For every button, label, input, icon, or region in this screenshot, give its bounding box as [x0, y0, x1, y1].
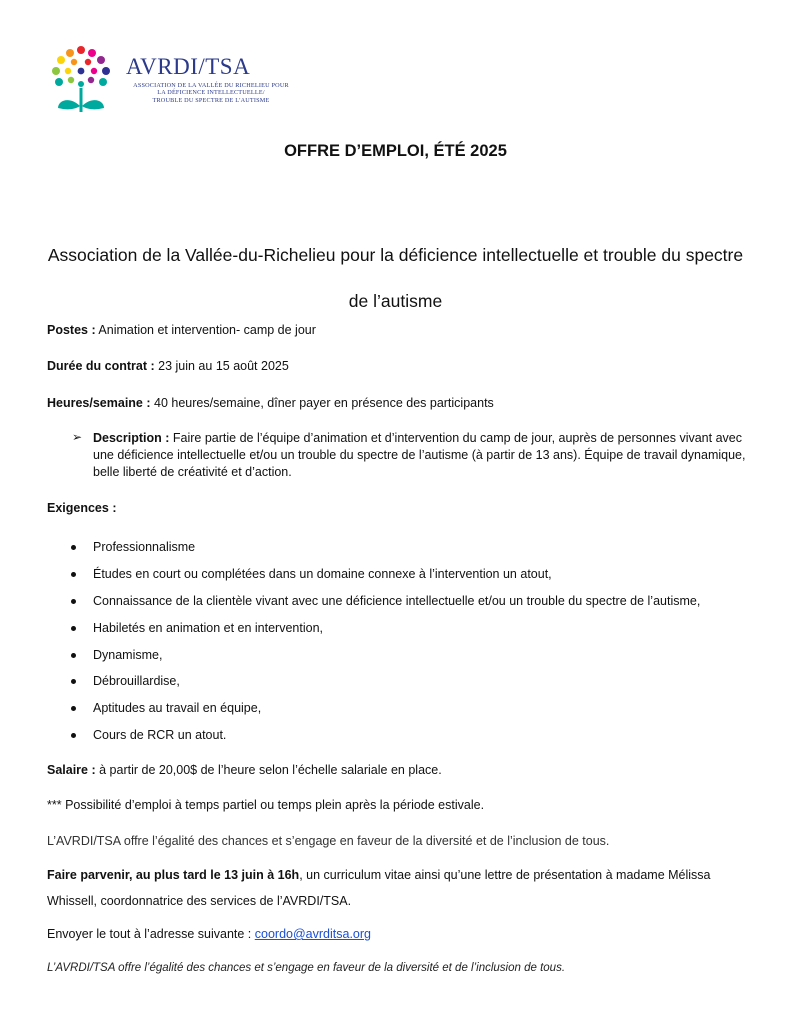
- offer-title: OFFRE D’EMPLOI, ÉTÉ 2025: [284, 142, 507, 160]
- list-item: Professionnalisme: [68, 534, 758, 561]
- bullet-icon: [71, 733, 76, 738]
- bullet-icon: [71, 626, 76, 631]
- exigences-list: [68, 534, 758, 749]
- egalite-statement: L’AVRDI/TSA offre l’égalité des chances et s’engage en faveur de la diversité et de l’inclusion de tous.: [47, 834, 610, 848]
- list-item: Cours de RCR un atout.: [68, 722, 758, 749]
- list-item: Débrouillardise,: [68, 668, 758, 695]
- organization-logo: [46, 44, 289, 118]
- arrow-bullet-icon: ➢: [72, 430, 83, 444]
- list-item: Aptitudes au travail en équipe,: [68, 695, 758, 722]
- bullet-icon: [71, 653, 76, 658]
- list-item: Dynamisme,: [68, 642, 758, 669]
- duree-line: Durée du contrat : 23 juin au 15 août 2025: [47, 359, 289, 373]
- logo-subtitle: ASSOCIATION DE LA VALLÉE DU RICHELIEU POUR LA DÉFICIENCE INTELLECTUELLE/ TROUBLE DU SPECTRE DE L'AUTISME: [133, 82, 289, 104]
- temps-partiel-note: *** Possibilité d’emploi à temps partiel ou temps plein après la période estivale.: [47, 798, 485, 812]
- heures-line: Heures/semaine : 40 heures/semaine, dîner payer en présence des participants: [47, 396, 494, 410]
- logo-title: AVRDI/TSA: [126, 54, 251, 79]
- organization-name: Association de la Vallée-du-Richelieu pour la déficience intellectuelle et trouble du spectre de l’autisme: [47, 245, 744, 311]
- exigences-label: Exigences :: [47, 501, 117, 515]
- salaire-line: Salaire : à partir de 20,00$ de l’heure selon l’échelle salariale en place.: [47, 763, 442, 777]
- flower-logo-icon: [46, 44, 116, 118]
- bullet-icon: [71, 679, 76, 684]
- bullet-icon: [71, 572, 76, 577]
- description-paragraph: Description : Faire partie de l’équipe d’animation et d’intervention du camp de jour, auprès de personnes vivant avec une déficience intellectuelle et/ou un trouble du spectre de l’autisme (à partir de 13 ans). Équipe de travail dynamique, belle liberté de créativité et d’action.: [93, 431, 746, 479]
- egalite-italic-statement: L’AVRDI/TSA offre l’égalité des chances et s’engage en faveur de la diversité et de l’inclusion de tous.: [47, 962, 566, 974]
- envoyer-line: Envoyer le tout à l’adresse suivante : coordo@avrditsa.org: [47, 927, 371, 941]
- bullet-icon: [71, 706, 76, 711]
- email-link[interactable]: coordo@avrditsa.org: [254, 927, 371, 941]
- bullet-icon: [71, 545, 76, 550]
- list-item: Études en court ou complétées dans un domaine connexe à l’intervention un atout,: [68, 561, 758, 588]
- faire-parvenir-paragraph: Faire parvenir, au plus tard le 13 juin à 16h, un curriculum vitae ainsi qu’une lettre de présentation à madame Mélissa Whissell, coordonnatrice des services de l’AVRDI/TSA.: [47, 868, 711, 908]
- bullet-icon: [71, 599, 76, 604]
- list-item: Connaissance de la clientèle vivant avec une déficience intellectuelle et/ou un trouble du spectre de l’autisme,: [68, 588, 758, 615]
- postes-line: Postes : Animation et intervention- camp de jour: [47, 323, 316, 337]
- list-item: Habiletés en animation et en intervention,: [68, 615, 758, 642]
